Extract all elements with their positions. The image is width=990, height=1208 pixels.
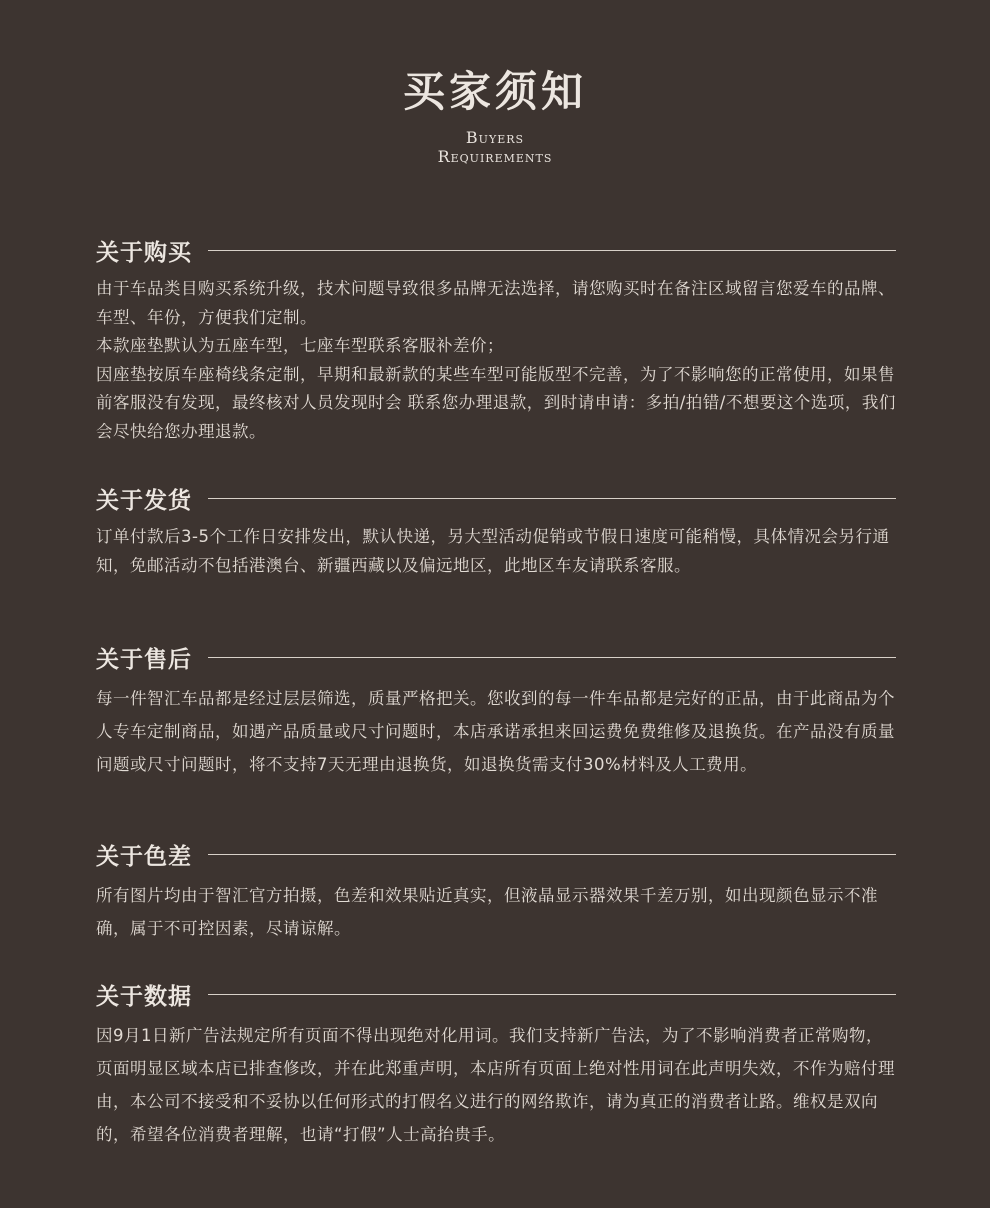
section-paragraph: 因座垫按原车座椅线条定制，早期和最新款的某些车型可能版型不完善，为了不影响您的正常使用，如果售前客服没有发现，最终核对人员发现时会 联系您办理退款，到时请申请：多拍/拍错/不想要这个选项，我们会尽快给您办理退款。 (96, 364, 896, 441)
section-color-difference (96, 837, 896, 945)
section-paragraph: 本款座垫默认为五座车型，七座车型联系客服补差价； (96, 336, 504, 355)
section-paragraph: 由于车品类目购买系统升级，技术问题导致很多品牌无法选择，请您购买时在备注区域留言您爱车的品牌、车型、年份，方便我们定制。 (96, 279, 895, 327)
section-title: 关于购买 (96, 239, 192, 266)
section-title: 关于色差 (96, 843, 192, 870)
section-header (96, 837, 896, 871)
page-header (0, 62, 990, 166)
section-shipping (96, 481, 896, 580)
section-paragraph: 订单付款后3-5个工作日安排发出，默认快递，另大型活动促销或节假日速度可能稍慢，具体情况会另行通知，免邮活动不包括港澳台、新疆西藏以及偏远地区，此地区车友请联系客服。 (96, 527, 890, 575)
section-header (96, 233, 896, 267)
section-title: 关于售后 (96, 646, 192, 673)
page-subtitle-line-2: Requirements (437, 147, 553, 166)
section-divider (208, 657, 896, 658)
section-body (96, 1019, 896, 1151)
section-title: 关于数据 (96, 983, 192, 1010)
section-header (96, 977, 896, 1011)
section-body (96, 682, 896, 781)
section-purchase (96, 233, 896, 446)
section-body (96, 523, 896, 580)
section-divider (208, 250, 896, 251)
page-title: 买家须知 (402, 67, 587, 116)
section-divider (208, 994, 896, 995)
section-after-sales (96, 640, 896, 781)
section-paragraph: 所有图片均由于智汇官方拍摄，色差和效果贴近真实，但液晶显示器效果千差万别，如出现颜色显示不准确，属于不可控因素，尽请谅解。 (96, 886, 878, 938)
section-header (96, 481, 896, 515)
section-data (96, 977, 896, 1151)
section-divider (208, 498, 896, 499)
section-divider (208, 854, 896, 855)
section-body (96, 275, 896, 446)
section-paragraph: 因9月1日新广告法规定所有页面不得出现绝对化用词。我们支持新广告法，为了不影响消费者正常购物，页面明显区域本店已排查修改，并在此郑重声明，本店所有页面上绝对性用词在此声明失效，不作为赔付理由，本公司不接受和不妥协以任何形式的打假名义进行的网络欺诈，请为真正的消费者让路。维权是双向的，希望各位消费者理解，也请“打假”人士高抬贵手。 (96, 1026, 895, 1144)
section-body (96, 879, 896, 945)
section-title: 关于发货 (96, 487, 192, 514)
page-subtitle (0, 128, 990, 166)
section-header (96, 640, 896, 674)
page-subtitle-line-1: Buyers (465, 128, 525, 147)
section-paragraph: 每一件智汇车品都是经过层层筛选，质量严格把关。您收到的每一件车品都是完好的正品，由于此商品为个人专车定制商品，如遇产品质量或尺寸问题时，本店承诺承担来回运费免费维修及退换货。在产品没有质量问题或尺寸问题时，将不支持7天无理由退换货，如退换货需支付30%材料及人工费用。 (96, 689, 895, 774)
